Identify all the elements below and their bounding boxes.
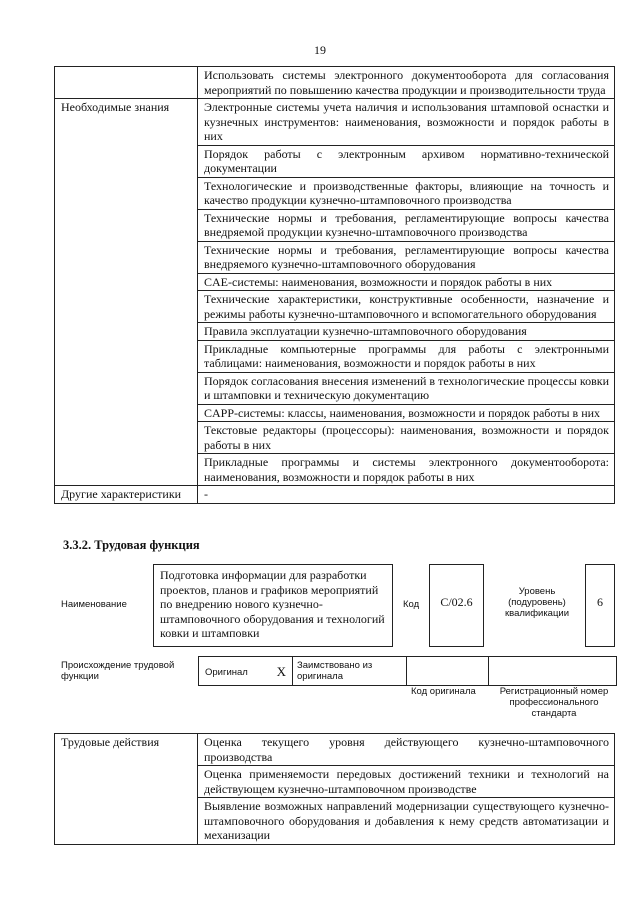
table-cell: CAPP-системы: классы, наименования, возможности и порядок работы в них bbox=[198, 404, 615, 422]
borrowed-cell bbox=[292, 656, 407, 686]
skills-knowledge-table bbox=[54, 66, 615, 504]
table-cell: Прикладные компьютерные программы для работы с электронными таблицами: наименования, возможности и порядок работы в них bbox=[198, 340, 615, 372]
function-name-box: Подготовка информации для разработки проектов, планов и графиков мероприятий по внедрению нового кузнечно-штамповочного оборудования и технологий ковки и штамповки bbox=[153, 564, 393, 647]
borrowed-label: Заимствовано из оригинала bbox=[297, 660, 373, 682]
table-cell: Использовать системы электронного документооборота для согласования мероприятий по повышению качества продукции и производительности труда bbox=[198, 67, 615, 99]
table-cell: CAE-системы: наименования, возможности и порядок работы в них bbox=[198, 273, 615, 291]
section-heading: 3.3.2. Трудовая функция bbox=[63, 538, 200, 552]
qualification-level-box: 6 bbox=[585, 564, 615, 647]
table-row bbox=[55, 734, 615, 766]
labor-actions-table bbox=[54, 733, 615, 845]
table-cell: Выявление возможных направлений модернизации существующего кузнечно-штамповочного оборудования и добавления к нему средств автоматизации и механизации bbox=[198, 798, 615, 845]
table-cell: - bbox=[198, 486, 615, 504]
original-code-cell bbox=[406, 656, 489, 686]
table-cell: Текстовые редакторы (процессоры): наименования, возможности и порядок работы в них bbox=[198, 422, 615, 454]
table-cell: Оценка применяемости передовых достижений техники и технологий на действующем кузнечно-штамповочном производстве bbox=[198, 766, 615, 798]
table-cell: Порядок согласования внесения изменений в технологические процессы ковки и штамповки и техническую документацию bbox=[198, 372, 615, 404]
original-code-caption: Код оригинала bbox=[411, 686, 476, 697]
table-cell: Порядок работы с электронным архивом нормативно-технической документации bbox=[198, 145, 615, 177]
original-cell bbox=[198, 656, 293, 686]
origin-row bbox=[198, 656, 618, 686]
table-cell: Оценка текущего уровня действующего кузнечно-штамповочного производства bbox=[198, 734, 615, 766]
function-code-box: С/02.6 bbox=[429, 564, 484, 647]
level-label: Уровень (подуровень) квалификации bbox=[504, 586, 570, 619]
registration-caption: Регистрационный номер профессионального стандарта bbox=[499, 686, 609, 719]
row-label-knowledge: Необходимые знания bbox=[55, 99, 198, 486]
code-label: Код bbox=[403, 599, 420, 610]
table-cell: Технологические и производственные факторы, влияющие на точность и качество продукции кузнечно-штамповочного производства bbox=[198, 177, 615, 209]
row-label-other: Другие характеристики bbox=[55, 486, 198, 504]
page-number: 19 bbox=[314, 43, 326, 57]
table-row bbox=[55, 486, 615, 504]
original-mark: X bbox=[276, 664, 286, 679]
registration-number-cell bbox=[488, 656, 617, 686]
table-cell: Технические нормы и требования, регламентирующие вопросы качества внедряемого кузнечно-штамповочного оборудования bbox=[198, 241, 615, 273]
name-label: Наименование bbox=[61, 599, 127, 610]
table-cell: Прикладные программы и системы электронного документооборота: наименования, возможности и порядок работы в них bbox=[198, 454, 615, 486]
row-label bbox=[55, 67, 198, 99]
origin-label: Происхождение трудовой функции bbox=[61, 660, 175, 682]
table-cell: Технические характеристики, конструктивные особенности, назначение и режимы работы кузнечно-штамповочного и вспомогательного оборудования bbox=[198, 291, 615, 323]
table-cell: Электронные системы учета наличия и использования штамповой оснастки и кузнечных инструментов: наименования, возможности и порядок работы в них bbox=[198, 99, 615, 146]
table-cell: Технические нормы и требования, регламентирующие вопросы качества внедряемой продукции кузнечно-штамповочного производства bbox=[198, 209, 615, 241]
table-cell: Правила эксплуатации кузнечно-штамповочного оборудования bbox=[198, 323, 615, 341]
original-label: Оригинал bbox=[205, 667, 248, 678]
table-row bbox=[55, 67, 615, 99]
table-row bbox=[55, 99, 615, 146]
row-label-actions: Трудовые действия bbox=[55, 734, 198, 845]
